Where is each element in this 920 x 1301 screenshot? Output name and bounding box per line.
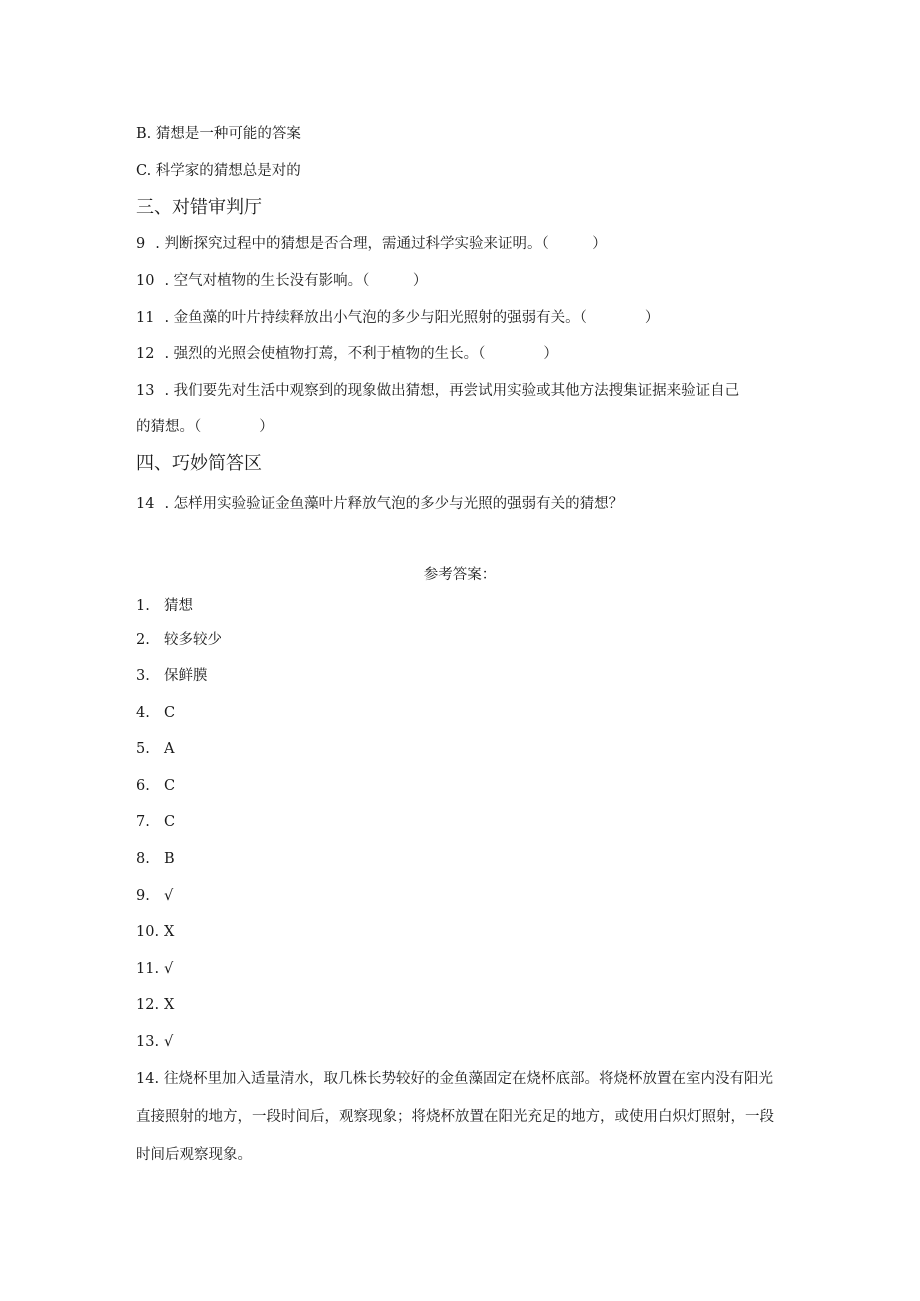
answer-number: 6. [136, 778, 150, 794]
answer-14-paragraph [136, 1060, 786, 1174]
answer-item [136, 995, 174, 1015]
question-number: 9 [136, 236, 146, 252]
answer-text: √ [164, 1034, 174, 1050]
answer-item [136, 812, 175, 832]
answer-text: √ [164, 961, 174, 977]
question-13 [136, 381, 739, 401]
answer-item [136, 886, 173, 906]
answer-text: 猜想 [164, 598, 193, 614]
answer-text: √ [164, 888, 174, 904]
answer-number: 7. [136, 814, 150, 830]
answer-number: 11. [136, 961, 160, 977]
answer-number: 13. [136, 1034, 160, 1050]
answer-number: 3. [136, 668, 150, 684]
option-b: B. 猜想是一种可能的答案 [136, 126, 301, 142]
question-text: . 怎样用实验验证金鱼藻叶片释放气泡的多少与光照的强弱有关的猜想？ [164, 496, 624, 512]
answer-text: B [164, 851, 175, 867]
answer-item [136, 1032, 173, 1052]
answer-text: C [164, 814, 176, 830]
answer-text: X [164, 997, 175, 1013]
answer-item [136, 666, 208, 686]
section-3-heading: 三、对错审判厅 [136, 197, 262, 218]
answer-number: 8. [136, 851, 150, 867]
question-number: 11 [136, 310, 155, 326]
answer-number: 10. [136, 924, 160, 940]
question-number: 13 [136, 383, 155, 399]
answer-item [136, 922, 174, 942]
question-number: 12 [136, 346, 155, 362]
answer-number: 4. [136, 705, 150, 721]
answer-text: 保鲜膜 [164, 668, 208, 684]
question-text: . 强烈的光照会使植物打蔫，不利于植物的生长。（ ） [164, 346, 558, 362]
question-13-continued: 的猜想。（ ） [136, 419, 274, 435]
answer-number: 2. [136, 632, 150, 648]
question-text: . 我们要先对生活中观察到的现象做出猜想，再尝试用实验或其他方法搜集证据来验证自己 [164, 383, 740, 399]
question-12 [136, 344, 558, 364]
answer-text: C [164, 778, 176, 794]
section-4-heading: 四、巧妙简答区 [136, 453, 262, 474]
question-9 [136, 234, 607, 254]
answer-item [136, 959, 173, 979]
question-text: . 金鱼藻的叶片持续释放出小气泡的多少与阳光照射的强弱有关。（ ） [164, 310, 660, 326]
question-number: 10 [136, 273, 155, 289]
question-text: . 判断探究过程中的猜想是否合理，需通过科学实验来证明。（ ） [155, 236, 607, 252]
answer-item [136, 849, 175, 869]
answer-item [136, 596, 193, 616]
answer-text: 往烧杯里加入适量清水，取几株长势较好的金鱼藻固定在烧杯底部。将烧杯放置在室内没有阳光直接照射的地方，一段时间后，观察现象；将烧杯放置在阳光充足的地方，或使用白炽灯照射，一段时间后观察现象。 [136, 1071, 774, 1163]
question-10 [136, 271, 427, 291]
question-11 [136, 308, 659, 328]
question-text: . 空气对植物的生长没有影响。（ ） [164, 273, 428, 289]
question-number: 14 [136, 496, 155, 512]
question-14 [136, 494, 623, 514]
answer-text: X [164, 924, 175, 940]
answer-text: 较多较少 [164, 632, 222, 648]
option-c: C. 科学家的猜想总是对的 [136, 163, 301, 179]
answer-number: 5. [136, 741, 150, 757]
answer-item [136, 739, 174, 759]
answer-key-title: 参考答案： [423, 567, 497, 583]
answer-item [136, 630, 222, 650]
answer-number: 14. [136, 1071, 160, 1087]
answer-number: 1. [136, 598, 150, 614]
answer-number: 9. [136, 888, 150, 904]
answer-item [136, 703, 175, 723]
answer-text: A [164, 741, 175, 757]
answer-item [136, 776, 175, 796]
answer-number: 12. [136, 997, 160, 1013]
answer-text: C [164, 705, 176, 721]
